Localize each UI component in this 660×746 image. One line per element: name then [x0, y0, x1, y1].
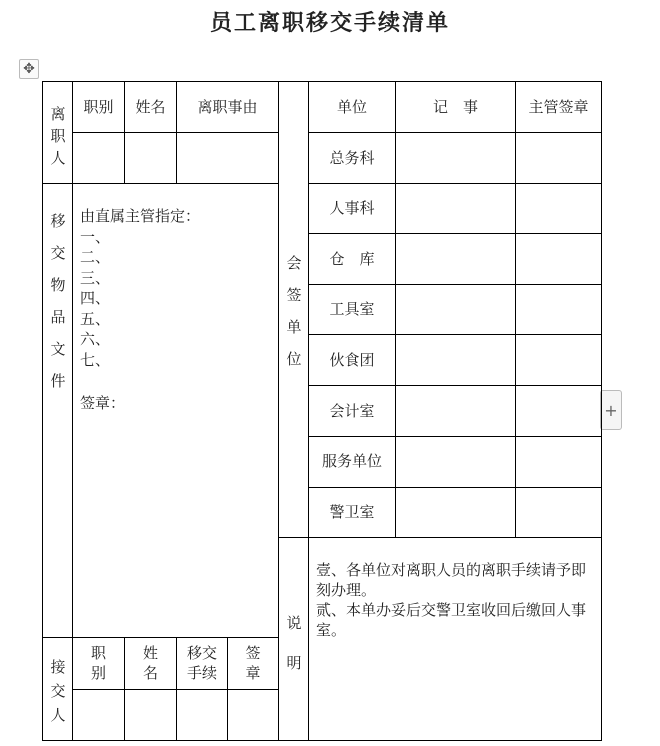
header-unit: 单位 [336, 98, 367, 116]
unit-name: 总务科 [329, 149, 375, 167]
receiver-header-position: 职别 [91, 644, 107, 682]
transfer-item: 四、 [80, 289, 111, 307]
unit-name: 服务单位 [321, 452, 382, 470]
transfer-item: 二、 [80, 248, 111, 266]
leaver-header-position: 职别 [83, 98, 114, 116]
unit-name: 人事科 [329, 199, 375, 217]
add-row-icon[interactable]: + [600, 390, 622, 430]
countersign-label: 会签单位 [286, 254, 302, 368]
transfer-item: 一、 [80, 227, 111, 246]
unit-name: 伙食团 [329, 351, 375, 369]
note-item: 壹、各单位对离职人员的离职手续请予即刻办理。 [316, 561, 587, 599]
leaver-header-reason: 离职事由 [197, 98, 258, 116]
seal-label: 签章： [80, 394, 126, 412]
unit-name: 会计室 [329, 402, 375, 420]
header-record: 记 事 [432, 98, 478, 116]
notes-label: 说明 [286, 614, 302, 672]
transfer-list [80, 206, 200, 370]
note-item: 贰、本单办妥后交警卫室收回后缴回人事室。 [316, 601, 587, 639]
leaver-header-name: 姓名 [135, 98, 166, 116]
transfer-item: 六、 [80, 330, 111, 348]
receiver-header-procedure: 移交手续 [187, 644, 218, 682]
receiver-label: 接交人 [50, 658, 66, 724]
transfer-label: 移交物品文件 [50, 212, 66, 390]
move-handle-icon[interactable]: ✥ [19, 59, 39, 79]
page-title: 员工离职移交手续清单 [209, 10, 450, 36]
transfer-intro: 由直属主管指定： [80, 207, 201, 225]
transfer-item: 三、 [80, 268, 111, 287]
leaver-label: 离职人 [50, 105, 66, 167]
notes-text [316, 560, 598, 640]
receiver-header-seal: 签章 [245, 644, 261, 682]
unit-name: 仓 库 [329, 250, 375, 268]
unit-name: 警卫室 [329, 503, 375, 521]
unit-name: 工具室 [329, 300, 375, 318]
transfer-item: 五、 [80, 309, 111, 328]
receiver-header-name: 姓名 [143, 644, 159, 682]
transfer-item: 七、 [80, 350, 111, 369]
header-sign: 主管签章 [528, 98, 589, 116]
